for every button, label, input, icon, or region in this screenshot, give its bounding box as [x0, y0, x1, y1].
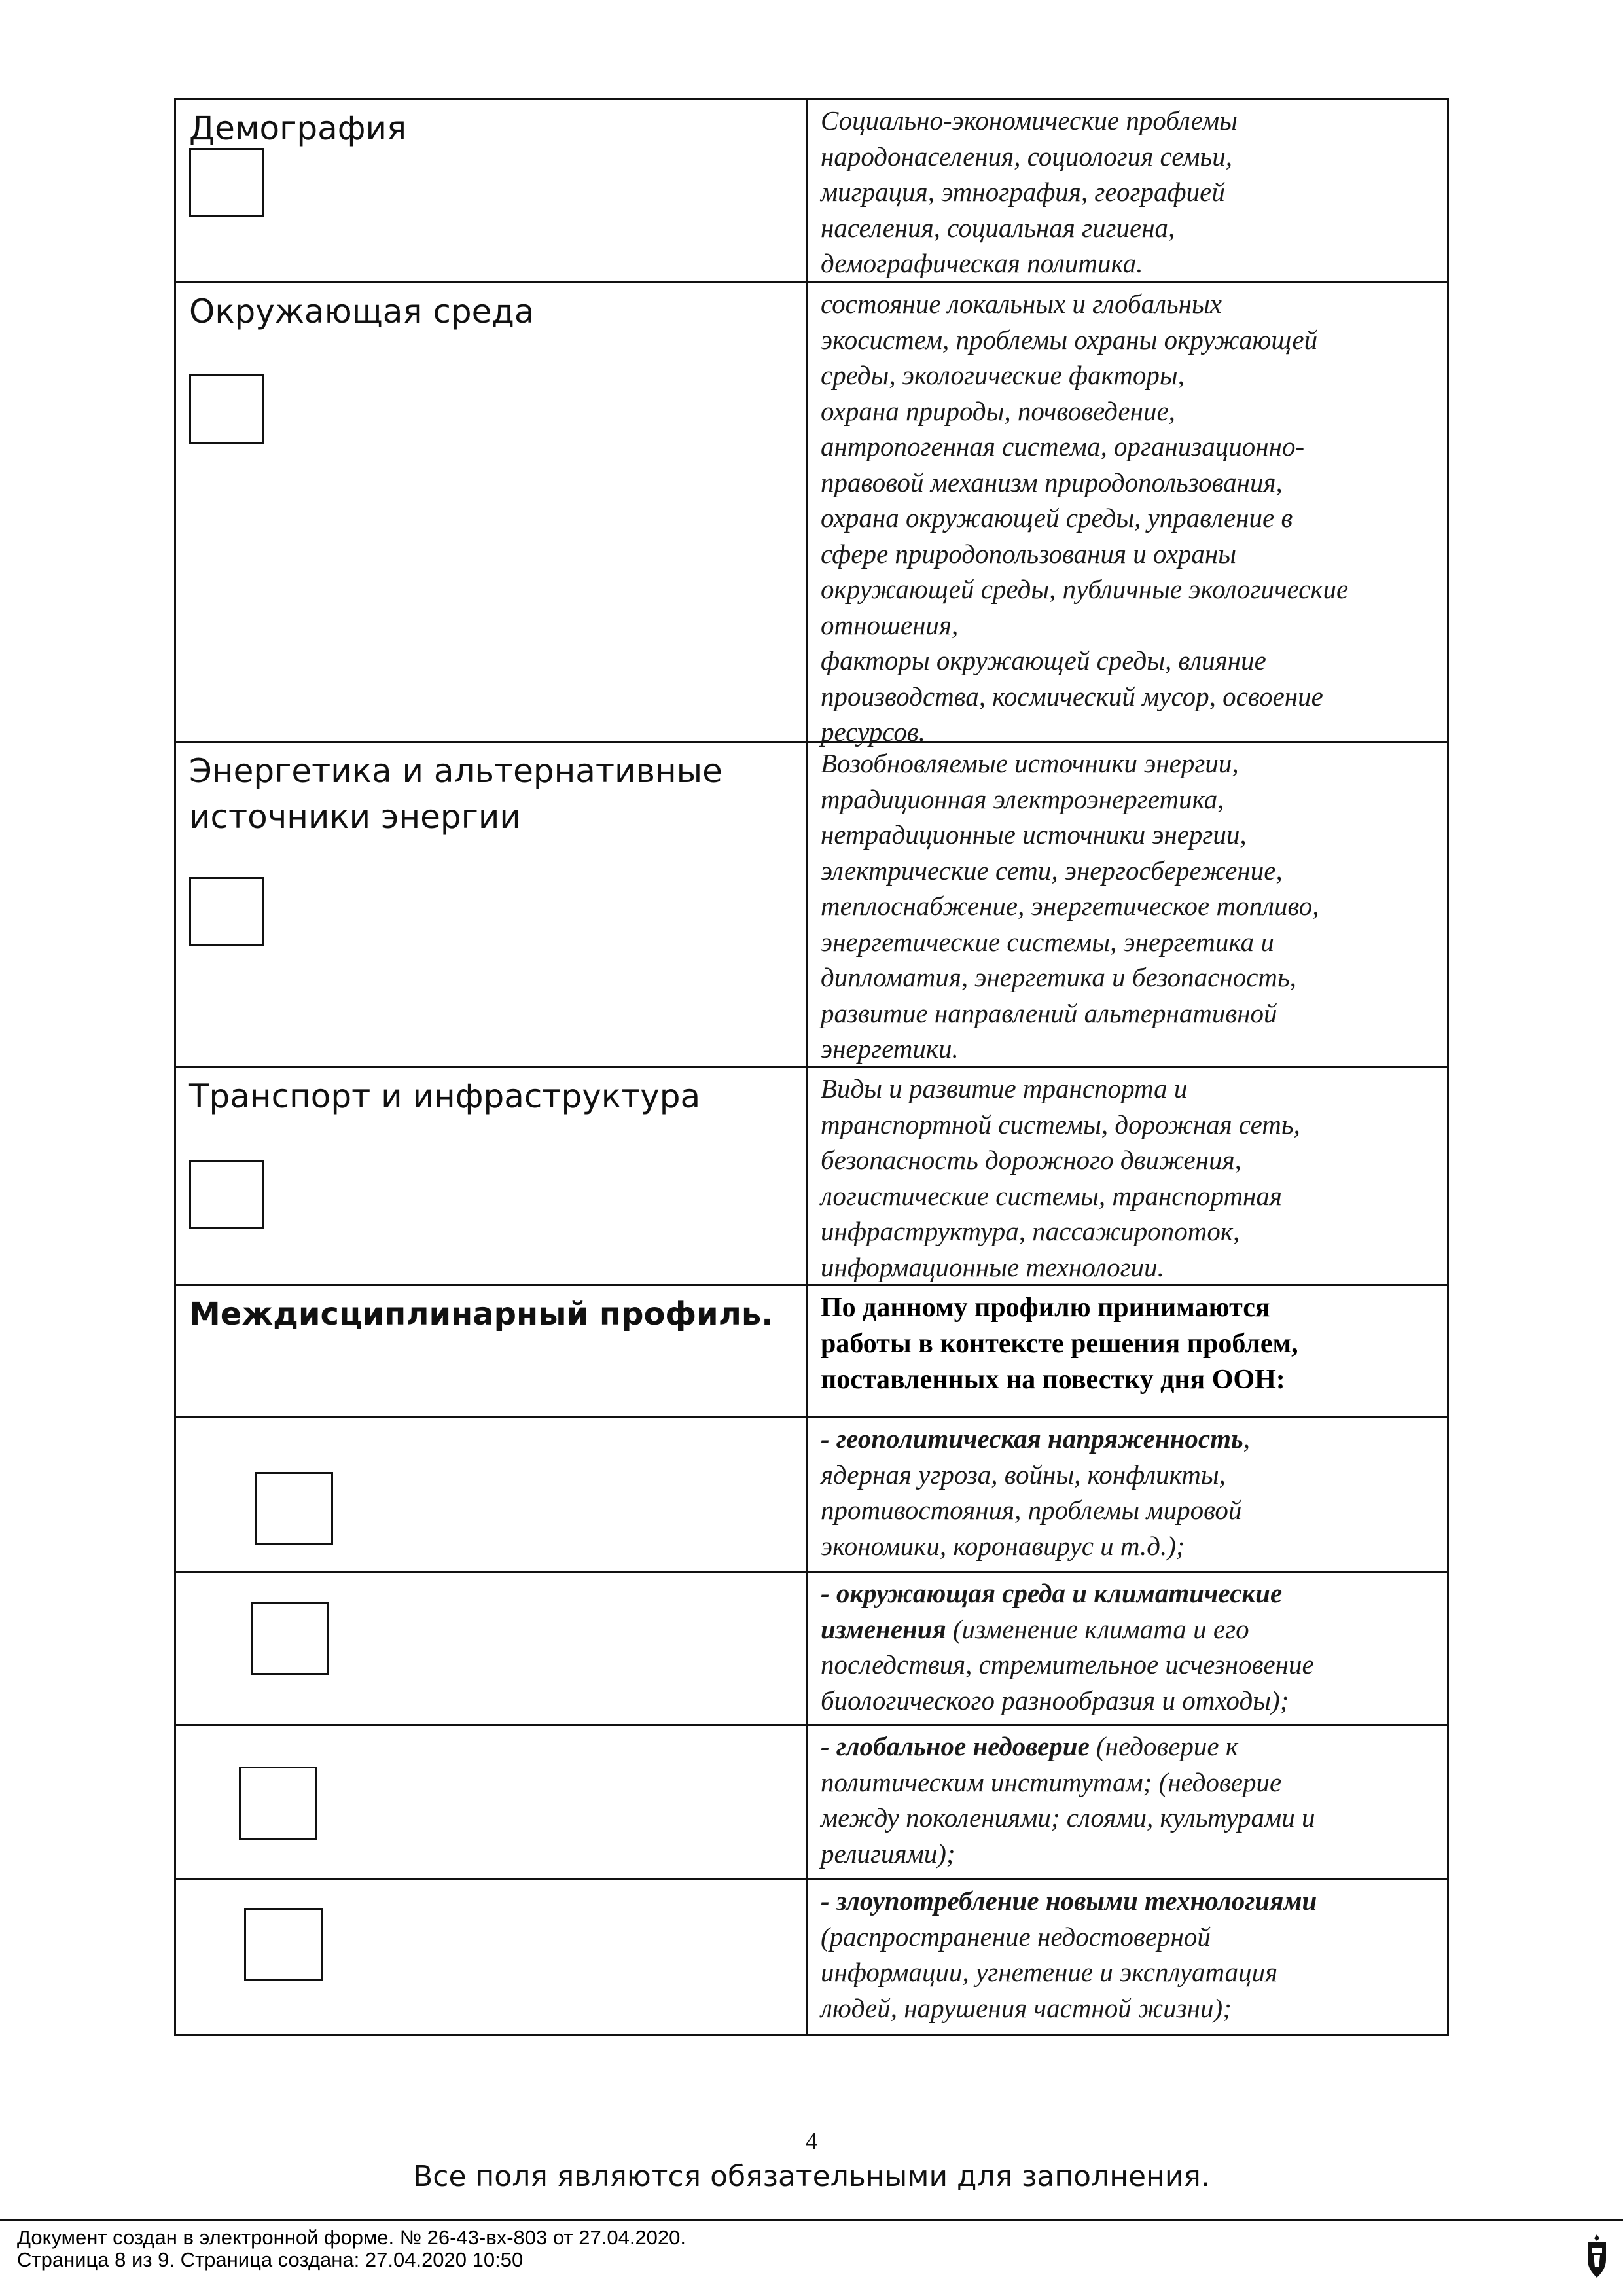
description-line	[821, 1883, 1434, 1919]
issue-title: - злоупотребление новыми технологиями	[821, 1886, 1317, 1916]
topic-title-transport: Транспорт и инфраструктура	[189, 1077, 701, 1115]
description-cell	[808, 1068, 1447, 1284]
description-line: факторы окружающей среды, влияние	[821, 645, 1266, 675]
topic-title-demography: Демография	[189, 109, 407, 147]
description-line: политическим институтам; (недоверие	[821, 1767, 1282, 1797]
checkbox-cell	[176, 1726, 808, 1878]
description-line: энергетики.	[821, 1033, 959, 1064]
description-line: противостояния, проблемы мировой	[821, 1495, 1242, 1525]
description-cell	[808, 1418, 1447, 1571]
table-row-energy	[176, 743, 1447, 1068]
topic-title-line: Энергетика и альтернативные	[189, 752, 722, 790]
description-cell	[808, 100, 1447, 281]
issue-title: изменения	[821, 1613, 946, 1644]
issue-title-tail: ,	[1243, 1424, 1250, 1454]
topic-cell	[176, 100, 808, 281]
table-row-environment	[176, 283, 1447, 747]
description-line: Виды и развитие транспорта и	[821, 1073, 1188, 1103]
description-line: правовой механизм природопользования,	[821, 467, 1283, 497]
description-line: По данному профилю принимаются	[821, 1293, 1270, 1323]
profile-table	[174, 98, 1449, 2036]
required-fields-note: Все поля являются обязательными для заполнения.	[413, 2160, 1210, 2193]
description-line: Возобновляемые источники энергии,	[821, 748, 1239, 778]
footer-divider	[0, 2219, 1623, 2221]
table-row-demography	[176, 100, 1447, 283]
table-row-interdisciplinary-header	[176, 1286, 1447, 1418]
table-row-technology	[176, 1880, 1447, 2034]
description-cell	[808, 283, 1447, 747]
topic-title-energy	[189, 748, 793, 840]
description-line: населения, социальная гигиена,	[821, 212, 1175, 243]
description-line: поставленных на повестку дня ООН:	[821, 1365, 1285, 1395]
checkbox-cell	[176, 1880, 808, 2034]
document-meta-line: Страница 8 из 9. Страница создана: 27.04.2020 10:50	[17, 2248, 524, 2271]
checkbox-distrust[interactable]	[239, 1767, 317, 1840]
topic-cell	[176, 283, 808, 741]
topic-title-environment: Окружающая среда	[189, 293, 535, 331]
checkbox-cell	[176, 1573, 808, 1724]
page-number: 4	[805, 2128, 818, 2155]
description-line: безопасность дорожного движения,	[821, 1145, 1241, 1175]
topic-title-interdisciplinary: Междисциплинарный профиль.	[189, 1296, 774, 1333]
description-line: биологического разнообразия и отходы);	[821, 1685, 1289, 1715]
checkbox-transport[interactable]	[189, 1160, 264, 1229]
description-line	[821, 1729, 1434, 1765]
description-line: народонаселения, социология семьи,	[821, 141, 1232, 171]
description-line: охрана окружающей среды, управление в	[821, 503, 1293, 533]
description-line: экосистем, проблемы охраны окружающей	[821, 324, 1318, 355]
document-meta	[17, 2227, 686, 2271]
checkbox-demography[interactable]	[189, 148, 264, 217]
description-line: среды, экологические факторы,	[821, 360, 1185, 390]
issue-title-tail: (изменение климата и его	[946, 1613, 1249, 1644]
table-row-climate	[176, 1573, 1447, 1726]
topic-cell	[176, 1068, 808, 1284]
issue-title-tail: (недоверие к	[1089, 1731, 1239, 1761]
description-cell	[808, 1286, 1447, 1416]
description-cell	[808, 743, 1447, 1066]
description-line	[821, 1421, 1434, 1457]
topic-title-line: источники энергии	[189, 798, 521, 836]
coat-of-arms-icon	[1584, 2233, 1610, 2280]
document-meta-line: Документ создан в электронной форме. № 26-43-вх-803 от 27.04.2020.	[17, 2226, 687, 2249]
description-line: работы в контексте решения проблем,	[821, 1329, 1298, 1359]
description-line: последствия, стремительное исчезновение	[821, 1649, 1314, 1679]
description-line: теплоснабжение, энергетическое топливо,	[821, 891, 1319, 921]
issue-title: - окружающая среда и климатические	[821, 1578, 1283, 1608]
description-line	[821, 1575, 1434, 1611]
description-line: охрана природы, почвоведение,	[821, 395, 1175, 426]
description-cell	[808, 1880, 1447, 2034]
description-line: электрические сети, энергосбережение,	[821, 855, 1283, 886]
description-line: нетрадиционные источники энергии,	[821, 819, 1247, 850]
description-line: информационные технологии.	[821, 1251, 1164, 1282]
checkbox-technology[interactable]	[244, 1908, 323, 1981]
description-line: производства, космический мусор, освоение	[821, 681, 1323, 711]
description-line: (распространение недостоверной	[821, 1921, 1211, 1952]
description-line: религиями);	[821, 1838, 955, 1869]
description-line: людей, нарушения частной жизни);	[821, 1992, 1232, 2023]
description-cell	[808, 1726, 1447, 1878]
description-line: дипломатия, энергетика и безопасность,	[821, 962, 1296, 992]
topic-cell	[176, 1286, 808, 1416]
description-line: развитие направлений альтернативной	[821, 997, 1277, 1028]
issue-title: - геополитическая напряженность	[821, 1424, 1243, 1454]
description-line: ресурсов.	[821, 717, 925, 747]
description-cell	[808, 1573, 1447, 1724]
description-line: транспортной системы, дорожная сеть,	[821, 1109, 1300, 1139]
description-line	[821, 1611, 1434, 1647]
description-line: состояние локальных и глобальных	[821, 289, 1222, 319]
description-line: инфраструктура, пассажиропоток,	[821, 1216, 1240, 1246]
topic-cell	[176, 743, 808, 1066]
description-line: антропогенная система, организационно-	[821, 431, 1305, 461]
description-line: демографическая политика.	[821, 248, 1143, 278]
table-row-geopolitics	[176, 1418, 1447, 1573]
checkbox-energy[interactable]	[189, 877, 264, 946]
description-line: отношения,	[821, 609, 959, 640]
description-line: экономики, коронавирус и т.д.);	[821, 1530, 1185, 1561]
checkbox-geopolitics[interactable]	[255, 1472, 333, 1545]
description-line: традиционная электроэнергетика,	[821, 783, 1224, 814]
checkbox-climate[interactable]	[251, 1602, 329, 1675]
description-line: информации, угнетение и эксплуатация	[821, 1957, 1278, 1987]
description-line: между поколениями; слоями, культурами и	[821, 1803, 1315, 1833]
description-line: Социально-экономические проблемы	[821, 105, 1238, 135]
table-row-transport	[176, 1068, 1447, 1286]
description-line: энергетические системы, энергетика и	[821, 926, 1274, 957]
description-line: сфере природопользования и охраны	[821, 538, 1236, 569]
checkbox-cell	[176, 1418, 808, 1571]
description-line: окружающей среды, публичные экологические	[821, 574, 1349, 604]
description-line: миграция, этнография, географией	[821, 177, 1225, 207]
description-line: ядерная угроза, войны, конфликты,	[821, 1459, 1226, 1490]
description-line: логистические системы, транспортная	[821, 1180, 1282, 1211]
issue-title: - глобальное недоверие	[821, 1731, 1090, 1761]
table-row-distrust	[176, 1726, 1447, 1880]
checkbox-environment[interactable]	[189, 374, 264, 444]
